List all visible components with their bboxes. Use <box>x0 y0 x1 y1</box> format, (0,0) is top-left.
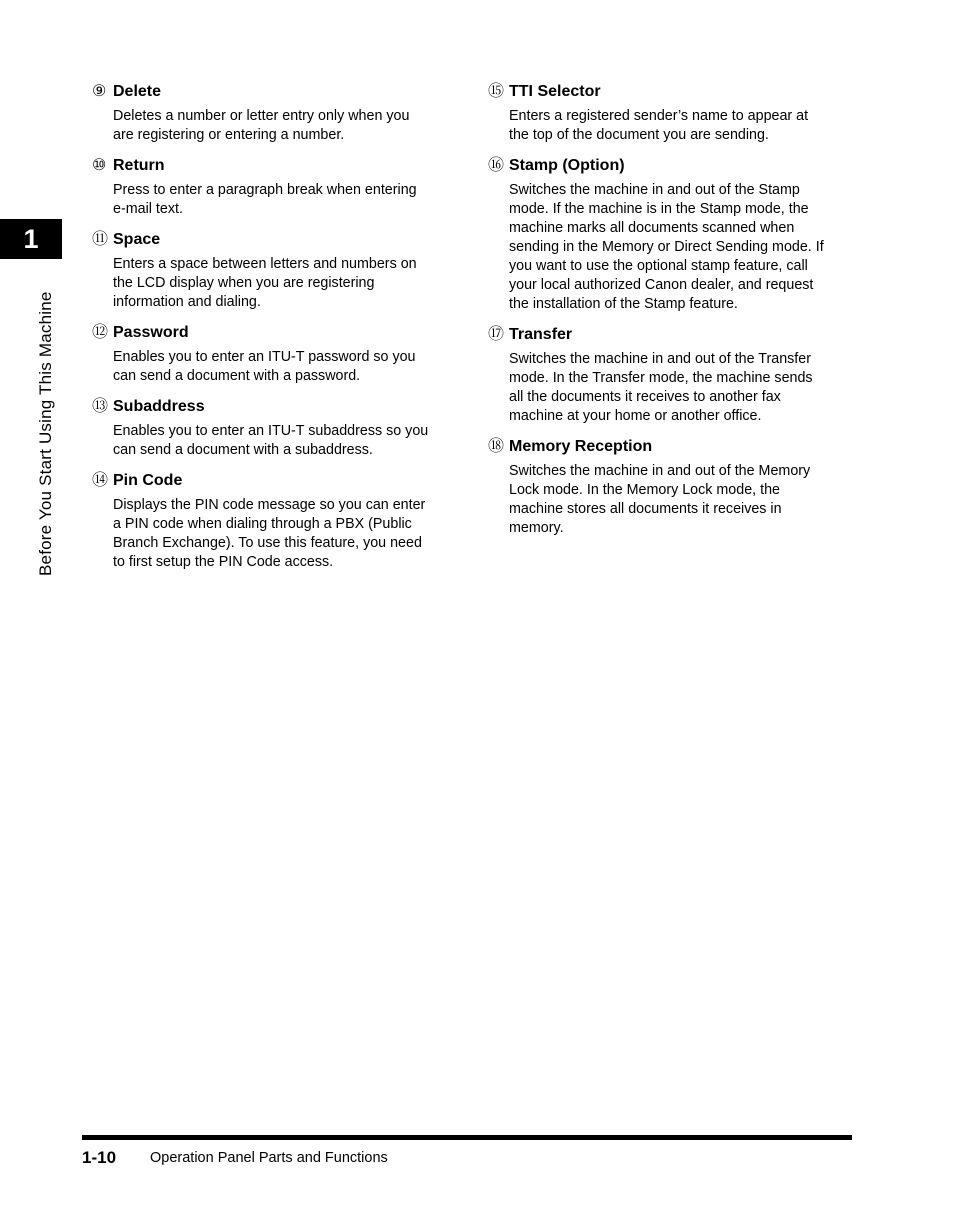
right-column <box>488 82 828 538</box>
entry-title: Password <box>113 324 189 341</box>
entry-heading <box>92 230 432 250</box>
entry-description <box>113 422 445 460</box>
description-line: Displays the PIN code message so you can enter <box>113 497 426 513</box>
description-line: Enables you to enter an ITU-T subaddress so you <box>113 423 429 439</box>
entry-title: Delete <box>113 83 162 100</box>
entry-return <box>92 156 432 219</box>
description-line: a PIN code when dialing through a PBX (Public <box>113 516 412 532</box>
chapter-title: Before You Start Using This Machine <box>36 291 55 576</box>
description-line: you want to use the optional stamp feature, call <box>509 258 808 274</box>
entry-title: Memory Reception <box>509 438 653 455</box>
description-line: information and dialing. <box>113 294 261 310</box>
description-line: Enters a space between letters and numbers on <box>113 256 417 272</box>
entry-password <box>92 323 432 386</box>
entry-heading <box>92 397 432 417</box>
entry-description <box>113 348 445 386</box>
entry-number-marker: ⑨ <box>92 83 107 100</box>
entry-description <box>113 255 445 312</box>
entry-delete <box>92 82 432 145</box>
entry-description <box>113 496 445 572</box>
description-line: Switches the machine in and out of the Transfer <box>509 351 811 367</box>
description-line: Switches the machine in and out of the Memory <box>509 463 811 479</box>
description-line: to first setup the PIN Code access. <box>113 554 334 570</box>
entry-number-marker: ⑰ <box>488 326 505 343</box>
description-line: mode. If the machine is in the Stamp mode, the <box>509 201 809 217</box>
description-line: Enables you to enter an ITU-T password so you <box>113 349 416 365</box>
description-line: Switches the machine in and out of the Stamp <box>509 182 800 198</box>
entry-number-marker: ⑱ <box>488 438 505 455</box>
entry-description <box>509 350 841 426</box>
description-line: machine marks all documents scanned when <box>509 220 795 236</box>
entry-number-marker: ⑬ <box>92 398 109 415</box>
entry-heading <box>488 437 828 457</box>
description-line: e-mail text. <box>113 201 183 217</box>
description-line: machine at your home or another office. <box>509 408 762 424</box>
description-line: the installation of the Stamp feature. <box>509 296 738 312</box>
entry-title: Subaddress <box>113 398 205 415</box>
description-line: the top of the document you are sending. <box>509 127 769 143</box>
entry-number-marker: ⑪ <box>92 231 109 248</box>
entry-memory-reception <box>488 437 828 538</box>
entry-spacer <box>488 145 828 156</box>
page-number: 1-10 <box>82 1148 117 1167</box>
entry-subaddress <box>92 397 432 460</box>
entry-heading <box>488 82 828 102</box>
entry-description <box>509 181 841 314</box>
entry-description <box>113 181 445 219</box>
left-column <box>92 82 432 572</box>
entry-description <box>509 107 841 145</box>
description-line: Enters a registered sender’s name to appear at <box>509 108 809 124</box>
entry-heading <box>92 156 432 176</box>
entry-heading <box>92 471 432 491</box>
entry-number-marker: ⑫ <box>92 324 109 341</box>
description-line: machine stores all documents it receives in <box>509 501 782 517</box>
description-line: sending in the Memory or Direct Sending mode. If <box>509 239 824 255</box>
description-line: Press to enter a paragraph break when entering <box>113 182 417 198</box>
entry-title: Transfer <box>509 326 573 343</box>
description-line: mode. In the Transfer mode, the machine sends <box>509 370 813 386</box>
entry-spacer <box>92 460 432 471</box>
entry-number-marker: ⑮ <box>488 83 505 100</box>
entry-number-marker: ⑭ <box>92 472 109 489</box>
entry-number-marker: ⑩ <box>92 157 107 174</box>
entry-title: Pin Code <box>113 472 183 489</box>
entry-title: TTI Selector <box>509 83 601 100</box>
description-line: are registering or entering a number. <box>113 127 345 143</box>
description-line: your local authorized Canon dealer, and request <box>509 277 814 293</box>
entry-spacer <box>92 219 432 230</box>
footer-rule <box>82 1135 852 1140</box>
entry-heading <box>92 82 432 102</box>
description-line: can send a document with a subaddress. <box>113 442 373 458</box>
description-line: Branch Exchange). To use this feature, you need <box>113 535 422 551</box>
entry-tti-selector <box>488 82 828 145</box>
chapter-number-tab: 1 <box>0 219 62 259</box>
footer-section-title: Operation Panel Parts and Functions <box>150 1150 388 1166</box>
entry-heading <box>488 156 828 176</box>
entry-spacer <box>488 314 828 325</box>
entry-title: Return <box>113 157 165 174</box>
entry-title: Space <box>113 231 161 248</box>
description-line: can send a document with a password. <box>113 368 361 384</box>
description-line: the LCD display when you are registering <box>113 275 375 291</box>
entry-spacer <box>92 386 432 397</box>
entry-spacer <box>92 145 432 156</box>
description-line: Lock mode. In the Memory Lock mode, the <box>509 482 780 498</box>
entry-description <box>113 107 445 145</box>
entry-heading <box>92 323 432 343</box>
entry-space <box>92 230 432 312</box>
entry-stamp-option <box>488 156 828 314</box>
entry-spacer <box>92 312 432 323</box>
entry-transfer <box>488 325 828 426</box>
entry-pin-code <box>92 471 432 572</box>
description-line: memory. <box>509 520 564 536</box>
entry-description <box>509 462 841 538</box>
entry-heading <box>488 325 828 345</box>
description-line: all the documents it receives to another fax <box>509 389 781 405</box>
entry-title: Stamp (Option) <box>509 157 625 174</box>
entry-spacer <box>488 426 828 437</box>
entry-number-marker: ⑯ <box>488 157 505 174</box>
description-line: Deletes a number or letter entry only when you <box>113 108 410 124</box>
